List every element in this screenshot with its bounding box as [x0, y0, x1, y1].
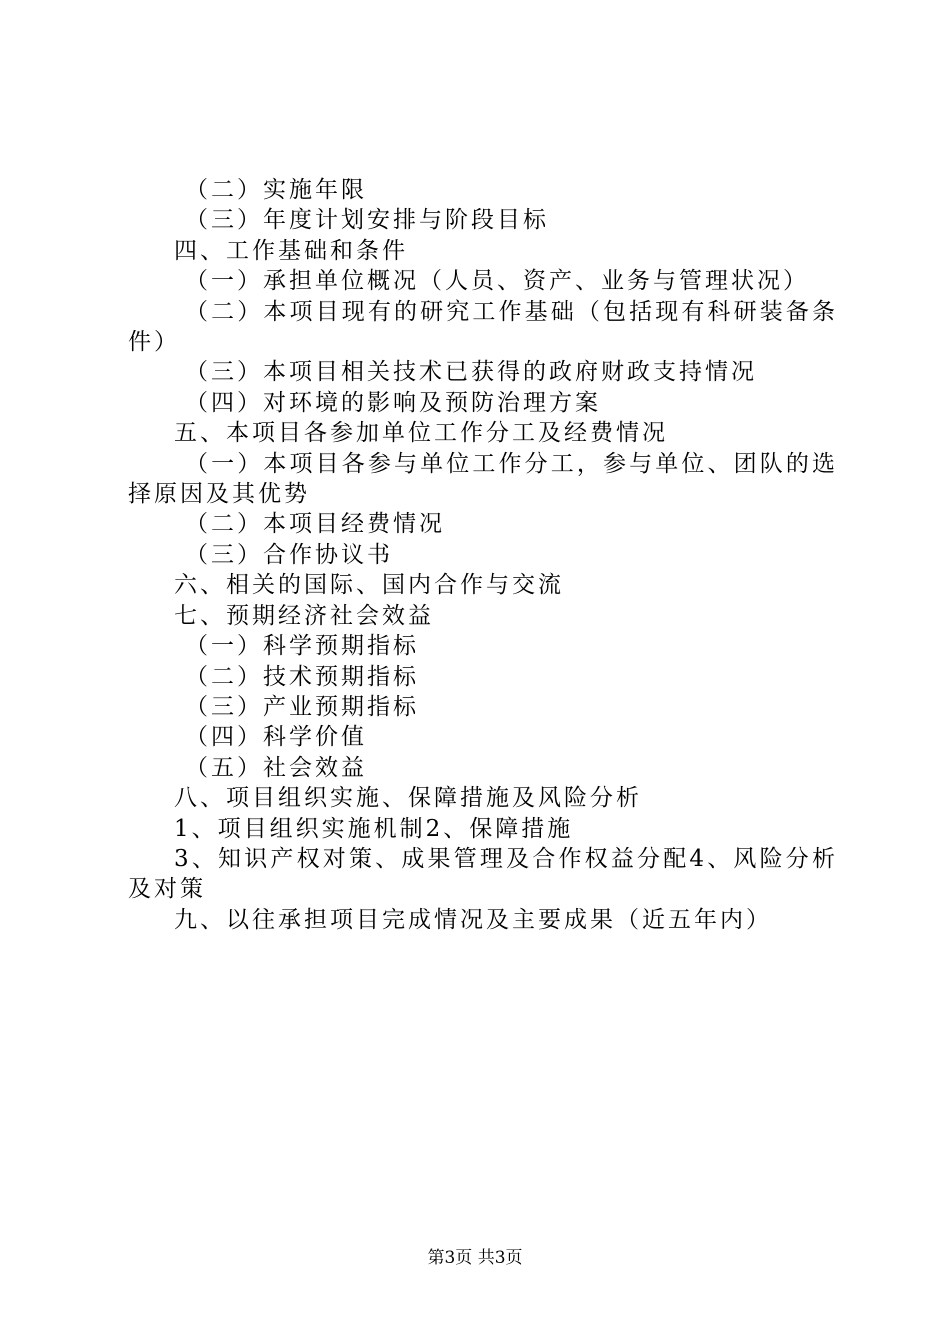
subsection-technical-indicators: （二）技术预期指标 [185, 663, 419, 690]
subsection-cooperation-agreement: （三）合作协议书 [185, 541, 393, 568]
section-expected-benefits: 七、预期经济社会效益 [174, 602, 434, 629]
subsection-industry-indicators: （三）产业预期指标 [185, 693, 419, 720]
subsection-annual-plan: （三）年度计划安排与阶段目标 [185, 207, 549, 234]
item-implementation-mechanism: 1、项目组织实施机制2、保障措施 [174, 815, 574, 842]
section-past-projects: 九、以往承担项目完成情况及主要成果（近五年内） [174, 906, 772, 933]
subsection-unit-overview: （一）承担单位概况（人员、资产、业务与管理状况） [185, 268, 809, 295]
subsection-research-foundation: （二）本项目现有的研究工作基础（包括现有科研装备条件） [128, 298, 838, 356]
subsection-implementation-period: （二）实施年限 [185, 177, 367, 203]
section-international-cooperation: 六、相关的国际、国内合作与交流 [174, 572, 564, 599]
subsection-government-support: （三）本项目相关技术已获得的政府财政支持情况 [185, 359, 757, 386]
section-division-and-funding: 五、本项目各参加单位工作分工及经费情况 [174, 420, 668, 447]
item-ip-strategy: 3、知识产权对策、成果管理及合作权益分配4、风险分析及对策 [128, 845, 838, 903]
subsection-participant-division: （一）本项目各参与单位工作分工，参与单位、团队的选择原因及其优势 [128, 450, 838, 508]
section-work-foundation: 四、工作基础和条件 [174, 237, 408, 264]
page-footer: 第3页 共3页 [427, 1248, 523, 1268]
section-implementation-risk: 八、项目组织实施、保障措施及风险分析 [174, 785, 642, 812]
subsection-project-funding: （二）本项目经费情况 [185, 511, 445, 538]
subsection-social-benefit: （五）社会效益 [185, 754, 367, 781]
subsection-scientific-value: （四）科学价值 [185, 724, 367, 751]
document-body [128, 175, 838, 935]
subsection-scientific-indicators: （一）科学预期指标 [185, 633, 419, 660]
subsection-environment-impact: （四）对环境的影响及预防治理方案 [185, 389, 601, 416]
